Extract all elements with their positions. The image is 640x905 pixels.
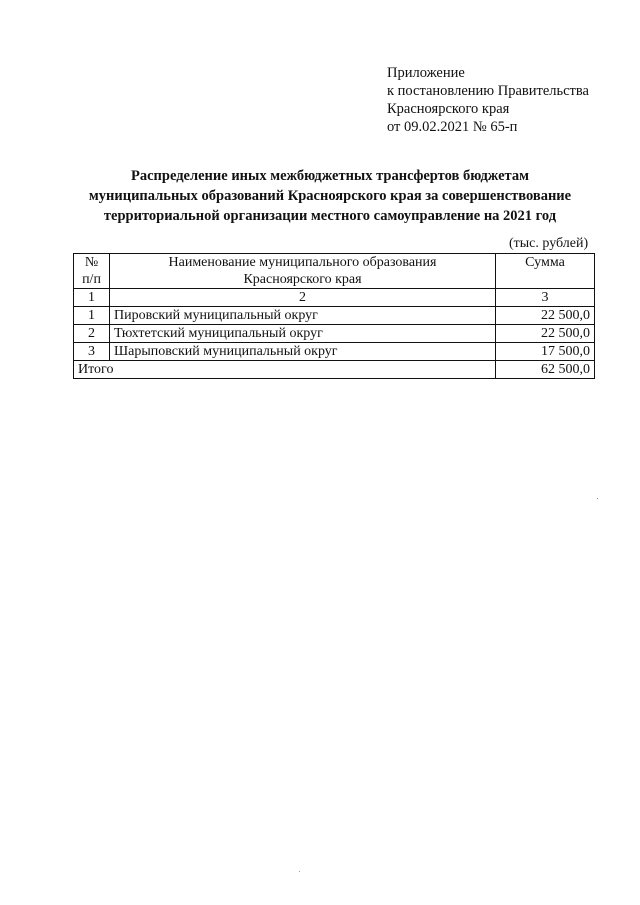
- document-title: [60, 166, 600, 226]
- units-label: (тыс. рублей): [509, 236, 589, 251]
- scan-speck: [597, 498, 598, 499]
- header-name-line-2: Красноярского края: [243, 272, 362, 287]
- header-sum: Сумма: [496, 254, 595, 289]
- column-number-1: 1: [74, 289, 110, 307]
- row-sum: 22 500,0: [496, 307, 595, 325]
- row-name: Тюхтетский муниципальный округ: [110, 325, 496, 343]
- row-name: Шарыповский муниципальный округ: [110, 343, 496, 361]
- header-name-line-1: Наименование муниципального образования: [168, 255, 437, 270]
- header-name: [110, 254, 496, 289]
- column-number-3: 3: [496, 289, 595, 307]
- total-label: Итого: [74, 361, 496, 379]
- appendix-line-2: к постановлению Правительства: [387, 83, 589, 99]
- row-sum: 17 500,0: [496, 343, 595, 361]
- table-row: [74, 343, 595, 361]
- appendix-line-3: Красноярского края: [387, 101, 510, 117]
- appendix-line-1: Приложение: [387, 65, 465, 81]
- row-number: 1: [74, 307, 110, 325]
- row-sum: 22 500,0: [496, 325, 595, 343]
- header-number: № п/п: [74, 254, 110, 289]
- scan-speck: [299, 871, 300, 872]
- table-row: [74, 325, 595, 343]
- title-line-3: территориальной организации местного самоуправление на 2021 год: [103, 208, 557, 224]
- appendix-line-4: от 09.02.2021 № 65-п: [387, 119, 518, 135]
- title-line-2: муниципальных образований Красноярского края за совершенствование: [88, 188, 572, 204]
- table-header-row: [74, 254, 595, 289]
- distribution-table: [73, 253, 595, 379]
- column-numbering-row: [74, 289, 595, 307]
- column-number-2: 2: [110, 289, 496, 307]
- row-number: 2: [74, 325, 110, 343]
- total-sum: 62 500,0: [496, 361, 595, 379]
- row-number: 3: [74, 343, 110, 361]
- table-row: [74, 307, 595, 325]
- total-row: [74, 361, 595, 379]
- row-name: Пировский муниципальный округ: [110, 307, 496, 325]
- title-line-1: Распределение иных межбюджетных трансфертов бюджетам: [131, 168, 529, 184]
- appendix-block: [387, 64, 589, 136]
